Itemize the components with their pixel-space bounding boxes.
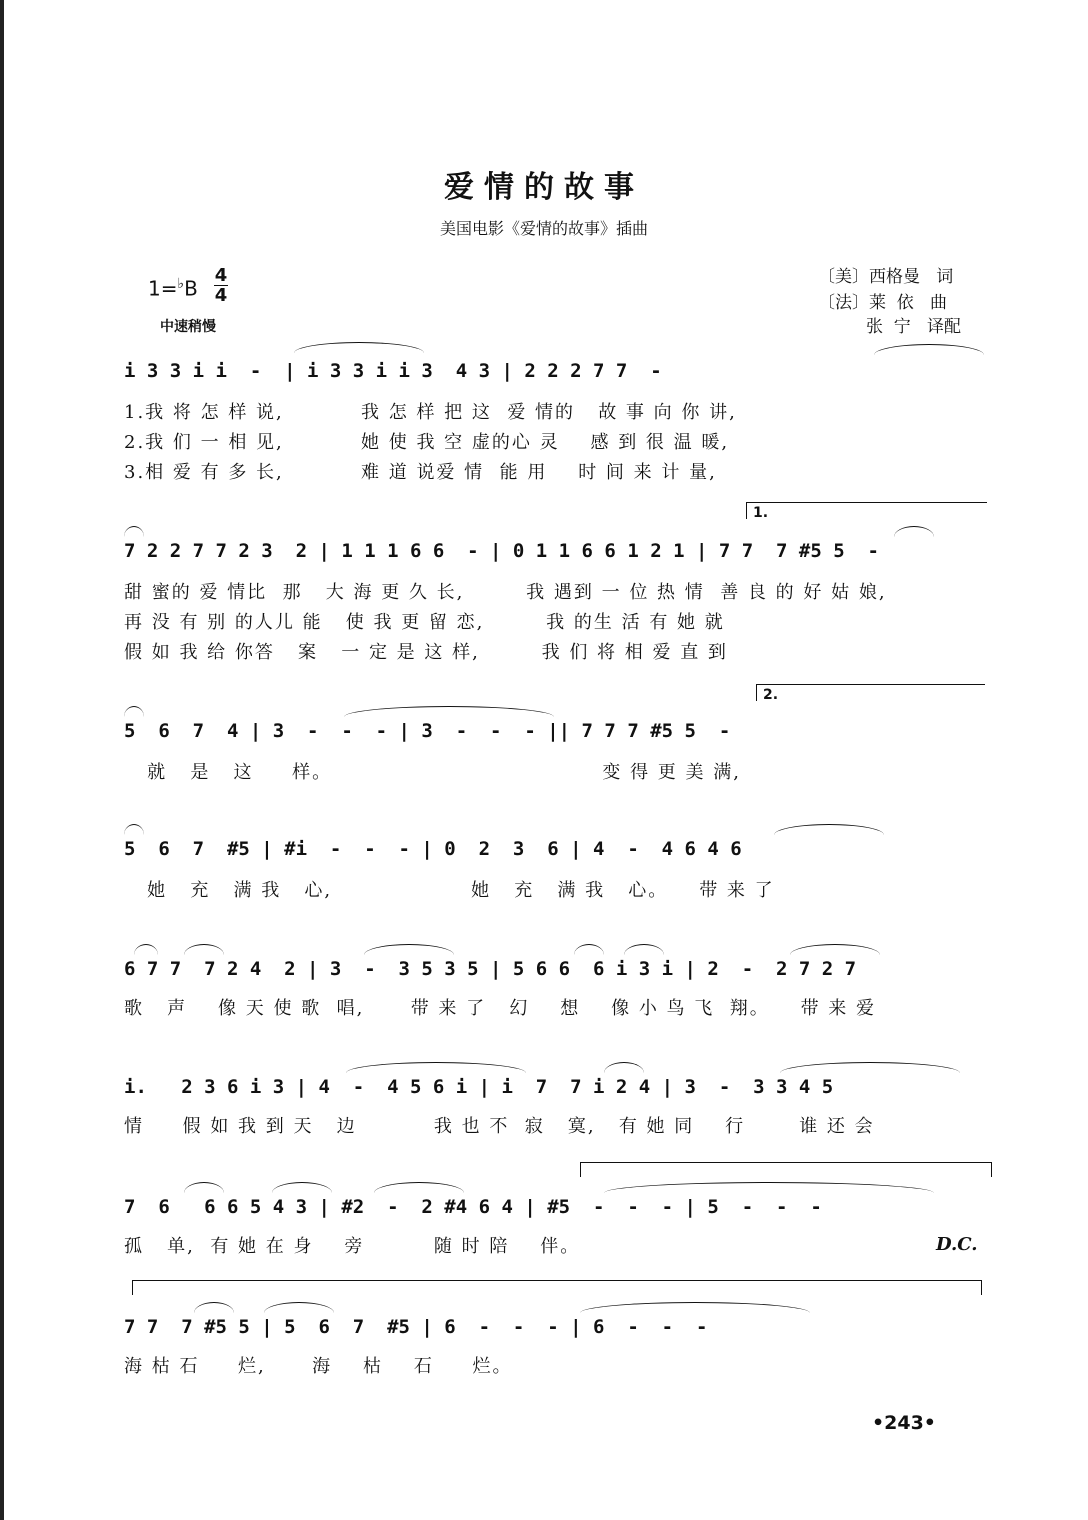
staff-6 (124, 1076, 990, 1146)
lyric-line: 就 是 这 样。 变 得 更 美 满, (124, 762, 741, 783)
notation-line: 7 2 2 7 7 2 3 2 | 1 1 1 6 6 - | 0 1 1 6 6 1 2 1 | 7 7 7 #5 5 - (124, 540, 879, 562)
tempo-marking: 中速稍慢 (160, 319, 216, 335)
lyric-line: 孤 单, 有 她 在 身 旁 随 时 陪 伴。 (124, 1236, 581, 1257)
staff-4 (124, 838, 990, 908)
song-subtitle: 美国电影《爱情的故事》插曲 (439, 219, 648, 238)
notation-line: 7 7 7 #5 5 | 5 6 7 #5 | 6 - - - | 6 - - - (124, 1316, 708, 1338)
composer-credit: 〔法〕莱 依 曲 (818, 293, 948, 313)
key-signature: 1=♭B (148, 276, 198, 301)
staff-8 (124, 1316, 990, 1386)
notation-line: 5 6 7 4 | 3 - - - | 3 - - - || 7 7 7 #5 5 - (124, 720, 731, 742)
second-ending: 2. (756, 684, 985, 701)
translator-credit: 张 宁 译配 (866, 317, 962, 337)
page-number: •243• (872, 1412, 936, 1434)
notation-line: i 3 3 i i - | i 3 3 i i 3 4 3 | 2 2 2 7 7 - (124, 360, 662, 382)
lyric-line: 歌 声 像 天 使 歌 唱, 带 来 了 幻 想 像 小 鸟 飞 翔。 带 来 爱 (124, 998, 877, 1019)
staff-7 (124, 1196, 990, 1266)
lyric-line: 她 充 满 我 心, 她 充 满 我 心。 带 来 了 (124, 880, 775, 901)
lyricist-credit: 〔美〕西格曼 词 (818, 267, 954, 287)
lyric-line: 再 没 有 别 的人儿 能 使 我 更 留 恋, 我 的生 活 有 她 就 (124, 612, 725, 633)
da-capo-marking: D.C. (936, 1234, 978, 1255)
lyric-line: 1.我 将 怎 样 说, 我 怎 样 把 这 爱 情的 故 事 向 你 讲, (124, 402, 737, 423)
staff-5 (124, 958, 990, 1028)
notation-line: 6 7 7 7 2 4 2 | 3 - 3 5 3 5 | 5 6 6 6 i 3 i | 2 - 2 7 2 7 (124, 958, 857, 980)
lyric-line: 假 如 我 给 你答 案 一 定 是 这 样, 我 们 将 相 爱 直 到 (124, 642, 728, 663)
lyric-line: 甜 蜜的 爱 情比 那 大 海 更 久 长, 我 遇到 一 位 热 情 善 良 的 好 姑 娘, (124, 582, 887, 603)
staff-3 (124, 687, 990, 790)
lyric-line: 2.我 们 一 相 见, 她 使 我 空 虚的心 灵 感 到 很 温 暖, (124, 432, 730, 453)
staff-2 (124, 505, 990, 670)
lyric-line: 情 假 如 我 到 天 边 我 也 不 寂 寞, 有 她 同 行 谁 还 会 (124, 1116, 875, 1137)
lyric-line: 海 枯 石 烂, 海 枯 石 烂。 (124, 1356, 513, 1377)
notation-line: i. 2 3 6 i 3 | 4 - 4 5 6 i | i 7 7 i 2 4 | 3 - 3 3 4 5 (124, 1076, 834, 1098)
notation-line: 7 6 6 6 5 4 3 | #2 - 2 #4 6 4 | #5 - - - | 5 - - - (124, 1196, 822, 1218)
lyric-line: 3.相 爱 有 多 长, 难 道 说爱 情 能 用 时 间 来 计 量, (124, 462, 717, 483)
staff-1 (124, 360, 990, 490)
notation-line: 5 6 7 #5 | #i - - - | 0 2 3 6 | 4 - 4 6 4 6 (124, 838, 742, 860)
song-title: 爱情的故事 (444, 170, 644, 205)
first-ending: 1. (746, 502, 987, 519)
time-signature: 4 4 (214, 265, 228, 306)
